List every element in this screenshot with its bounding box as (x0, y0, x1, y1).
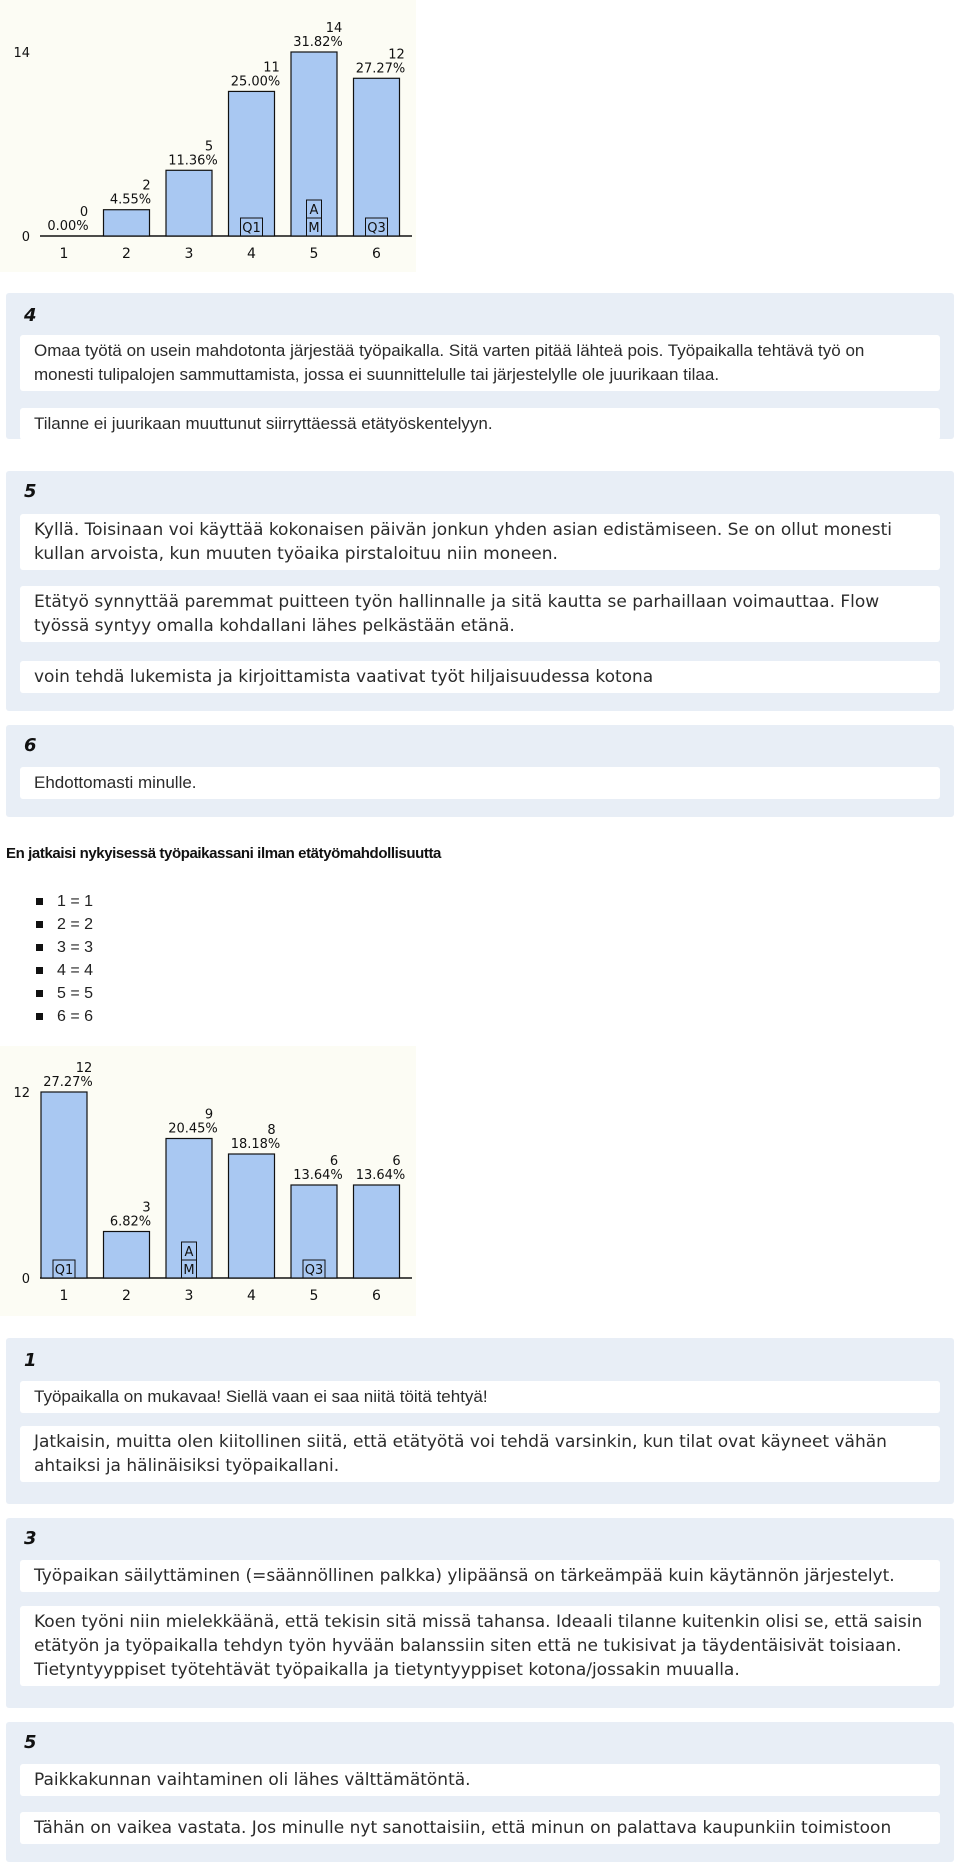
question-heading: En jatkaisi nykyisessä työpaikassani ilman etätyömahdollisuutta (6, 845, 441, 862)
legend-item (36, 959, 93, 982)
legend-item (36, 913, 93, 936)
answer-group (6, 293, 954, 439)
data-count-label: 14 (325, 21, 343, 36)
stat-marker-label: Q1 (54, 1263, 74, 1278)
answer-text: Paikkakunnan vaihtaminen oli lähes välttämätöntä. (20, 1764, 940, 1796)
x-tick-label: 2 (122, 1288, 131, 1304)
stat-marker-label: Q3 (367, 221, 386, 236)
chart-top-svg (0, 0, 416, 272)
x-tick-label: 3 (184, 1288, 194, 1304)
x-tick-label: 6 (372, 246, 381, 262)
data-count-label: 8 (267, 1123, 276, 1138)
x-tick-label: 5 (309, 1288, 319, 1304)
data-percent-label: 27.27% (43, 1075, 93, 1090)
answer-group (6, 1722, 954, 1862)
group-number: 3 (24, 1528, 37, 1549)
answer-text: voin tehdä lukemista ja kirjoittamista vaativat työt hiljaisuudessa kotona (20, 661, 940, 693)
data-count-label: 9 (204, 1107, 214, 1123)
stat-marker-label: Q3 (304, 1263, 324, 1278)
data-percent-label: 27.27% (355, 61, 406, 77)
x-tick-label: 1 (59, 1288, 69, 1304)
stat-marker-label: A (184, 1245, 194, 1260)
answer-text: Tilanne ei juurikaan muuttunut siirryttäessä etätyöskentelyyn. (20, 408, 940, 440)
answer-text: Koen työni niin mielekkäänä, että tekisin sitä missä tahansa. Ideaali tilanne kuitenkin olisi se, että saisin etätyön ja työpaikalla tehdyn työn hyvään balanssiin siten että ne tukisivat ja täydentäisivät toisiaan. Tietyntyyppiset työtehtävät työpaikalla ja tietyntyyppiset kotona/jossakin muualla. (20, 1606, 940, 1686)
chart-top (0, 0, 416, 272)
bar (166, 170, 212, 236)
data-percent-label: 25.00% (230, 74, 281, 90)
legend-item-label: 5 = 5 (57, 985, 94, 1002)
data-percent-label: 11.36% (168, 153, 218, 169)
legend-item (36, 982, 93, 1005)
legend-item (36, 890, 93, 913)
bullet-icon (36, 944, 43, 951)
data-percent-label: 31.82% (293, 35, 343, 50)
x-tick-label: 3 (184, 246, 194, 262)
y-tick-label: 0 (21, 1272, 30, 1287)
bullet-icon (36, 1013, 43, 1020)
legend-item (36, 936, 93, 959)
group-number: 6 (24, 735, 37, 756)
data-percent-label: 4.55% (109, 192, 152, 208)
answer-group (6, 471, 954, 711)
chart-bottom (0, 1046, 416, 1316)
answer-text: Jatkaisin, muitta olen kiitollinen siitä, että etätyötä voi tehdä varsinkin, kun tilat ovat käyneet vähän ahtaiksi ja hälinäisiksi työpaikallani. (20, 1426, 940, 1482)
legend-item-label: 4 = 4 (57, 962, 94, 979)
stat-marker-label: Q1 (242, 221, 261, 236)
legend-item-label: 6 = 6 (57, 1008, 94, 1025)
bullet-icon (36, 967, 43, 974)
bar (104, 210, 150, 236)
bullet-icon (36, 921, 43, 928)
data-percent-label: 18.18% (230, 1137, 281, 1152)
x-tick-label: 1 (59, 246, 69, 262)
stat-marker-label: M (308, 221, 320, 236)
data-count-label: 12 (75, 1061, 93, 1076)
x-tick-label: 6 (372, 1288, 381, 1304)
legend-item-label: 1 = 1 (57, 893, 94, 910)
data-count-label: 11 (263, 60, 280, 76)
data-count-label: 5 (204, 139, 214, 155)
x-tick-label: 5 (309, 246, 319, 262)
group-number: 5 (24, 1732, 37, 1753)
answer-group (6, 1518, 954, 1708)
data-percent-label: 13.64% (293, 1168, 343, 1183)
answer-group (6, 725, 954, 817)
y-tick-label: 12 (13, 1086, 30, 1101)
bar (229, 91, 275, 236)
chart-bottom-svg (0, 1046, 416, 1316)
x-tick-label: 4 (247, 1288, 256, 1304)
legend-item-label: 2 = 2 (57, 916, 94, 933)
data-count-label: 2 (142, 178, 151, 194)
data-count-label: 3 (142, 1200, 151, 1216)
answer-text: Tähän on vaikea vastata. Jos minulle nyt sanottaisiin, että minun on palattava kaupunkiin toimistoon (20, 1812, 940, 1844)
y-tick-label: 14 (13, 46, 30, 61)
legend-item-label: 3 = 3 (57, 939, 94, 956)
stat-marker-label: M (183, 1263, 195, 1278)
answer-text: Työpaikan säilyttäminen (=säännöllinen palkka) ylipäänsä on tärkeämpää kuin käytännön järjestelyt. (20, 1560, 940, 1592)
data-percent-label: 13.64% (355, 1168, 406, 1183)
y-tick-label: 0 (21, 230, 30, 245)
group-number: 5 (24, 481, 37, 502)
answer-group (6, 1338, 954, 1504)
bar (41, 1092, 87, 1278)
bullet-icon (36, 898, 43, 905)
x-tick-label: 4 (247, 246, 256, 262)
legend-item (36, 1005, 93, 1028)
answer-text: Ehdottomasti minulle. (20, 767, 940, 799)
data-count-label: 0 (79, 205, 89, 220)
answer-text: Kyllä. Toisinaan voi käyttää kokonaisen päivän jonkun yhden asian edistämiseen. Se on ollut monesti kullan arvoista, kun muuten työaika pirstaloituu niin moneen. (20, 514, 940, 570)
bar (354, 78, 400, 236)
answer-text: Etätyö synnyttää paremmat puitteen työn hallinnalle ja sitä kautta se parhaillaan voimauttaa. Flow työssä syntyy omalla kohdallani lähes pelkästään etänä. (20, 586, 940, 642)
answer-text: Työpaikalla on mukavaa! Siellä vaan ei saa niitä töitä tehtyä! (20, 1381, 940, 1413)
answer-scale-legend (36, 890, 93, 1028)
bar (354, 1185, 400, 1278)
x-tick-label: 2 (122, 246, 131, 262)
data-count-label: 6 (392, 1154, 401, 1169)
bullet-icon (36, 990, 43, 997)
data-count-label: 12 (388, 47, 405, 63)
data-count-label: 6 (329, 1154, 339, 1169)
data-percent-label: 20.45% (168, 1121, 218, 1137)
group-number: 1 (24, 1350, 37, 1371)
bar (104, 1232, 150, 1279)
data-percent-label: 6.82% (109, 1214, 152, 1230)
stat-marker-label: A (309, 203, 319, 218)
data-percent-label: 0.00% (47, 219, 89, 234)
answer-text: Omaa työtä on usein mahdotonta järjestää työpaikalla. Sitä varten pitää lähteä pois. Työpaikalla tehtävä työ on monesti tulipalojen sammuttamista, jossa ei suunnittelulle tai järjestelylle ole juurikaan tilaa. (20, 335, 940, 391)
group-number: 4 (24, 305, 37, 326)
bar (229, 1154, 275, 1278)
